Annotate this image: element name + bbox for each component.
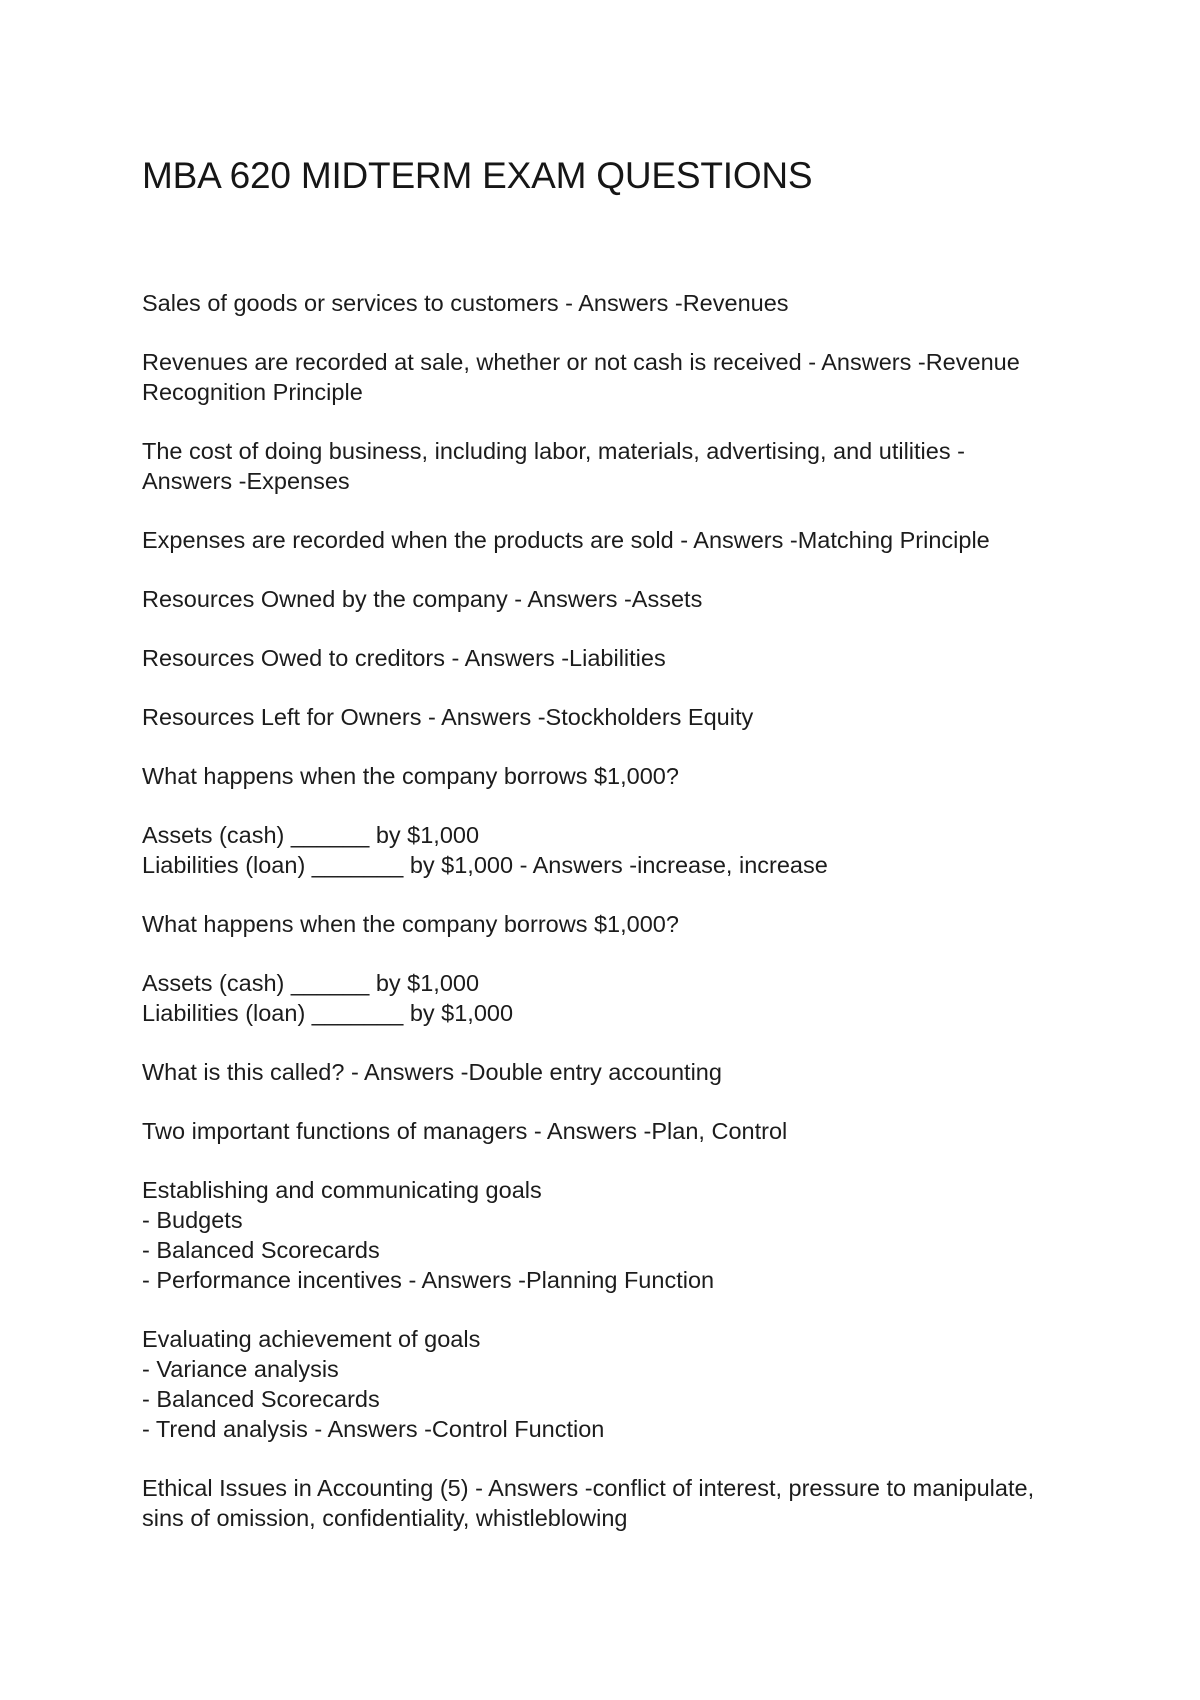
qa-line: Expenses are recorded when the products are sold - Answers -Matching Principle <box>142 527 990 553</box>
qa-line: Ethical Issues in Accounting (5) - Answers -conflict of interest, pressure to manipulate, <box>142 1475 1035 1501</box>
qa-line: - Balanced Scorecards <box>142 1386 380 1412</box>
qa-line: Sales of goods or services to customers - Answers -Revenues <box>142 290 789 316</box>
qa-entry <box>142 643 1102 673</box>
qa-entry <box>142 525 1102 555</box>
qa-line: What happens when the company borrows $1,000? <box>142 911 679 937</box>
qa-line: The cost of doing business, including labor, materials, advertising, and utilities - <box>142 438 965 464</box>
qa-entry <box>142 1057 1102 1087</box>
qa-entry <box>142 436 1102 496</box>
qa-line: - Budgets <box>142 1207 243 1233</box>
qa-entry <box>142 968 1102 1028</box>
qa-line: - Trend analysis - Answers -Control Function <box>142 1416 605 1442</box>
document-title: MBA 620 MIDTERM EXAM QUESTIONS <box>142 155 813 196</box>
qa-line: Two important functions of managers - Answers -Plan, Control <box>142 1118 788 1144</box>
qa-line: Answers -Expenses <box>142 468 350 494</box>
qa-line: - Balanced Scorecards <box>142 1237 380 1263</box>
qa-entry <box>142 909 1102 939</box>
qa-line: - Performance incentives - Answers -Planning Function <box>142 1267 715 1293</box>
qa-entry <box>142 1324 1102 1444</box>
qa-entry <box>142 288 1102 318</box>
qa-line: Establishing and communicating goals <box>142 1177 542 1203</box>
qa-line: What happens when the company borrows $1,000? <box>142 763 679 789</box>
qa-line: Recognition Principle <box>142 379 363 405</box>
qa-entry <box>142 584 1102 614</box>
qa-line: Evaluating achievement of goals <box>142 1326 481 1352</box>
qa-line: Resources Owed to creditors - Answers -Liabilities <box>142 645 666 671</box>
qa-line: What is this called? - Answers -Double entry accounting <box>142 1059 722 1085</box>
qa-entry <box>142 1175 1102 1295</box>
qa-entry <box>142 820 1102 880</box>
qa-entry <box>142 761 1102 791</box>
qa-line: Resources Left for Owners - Answers -Stockholders Equity <box>142 704 754 730</box>
qa-entry <box>142 1473 1102 1533</box>
qa-line: sins of omission, confidentiality, whistleblowing <box>142 1505 628 1531</box>
qa-line: Liabilities (loan) _______ by $1,000 <box>142 1000 514 1026</box>
qa-line: Revenues are recorded at sale, whether or not cash is received - Answers -Revenue <box>142 349 1020 375</box>
qa-line: Assets (cash) ______ by $1,000 <box>142 822 480 848</box>
qa-entry <box>142 347 1102 407</box>
qa-entry <box>142 702 1102 732</box>
qa-line: - Variance analysis <box>142 1356 339 1382</box>
qa-line: Liabilities (loan) _______ by $1,000 - Answers -increase, increase <box>142 852 828 878</box>
qa-entry <box>142 1116 1102 1146</box>
qa-list <box>142 288 1102 1562</box>
qa-line: Resources Owned by the company - Answers -Assets <box>142 586 703 612</box>
qa-line: Assets (cash) ______ by $1,000 <box>142 970 480 996</box>
